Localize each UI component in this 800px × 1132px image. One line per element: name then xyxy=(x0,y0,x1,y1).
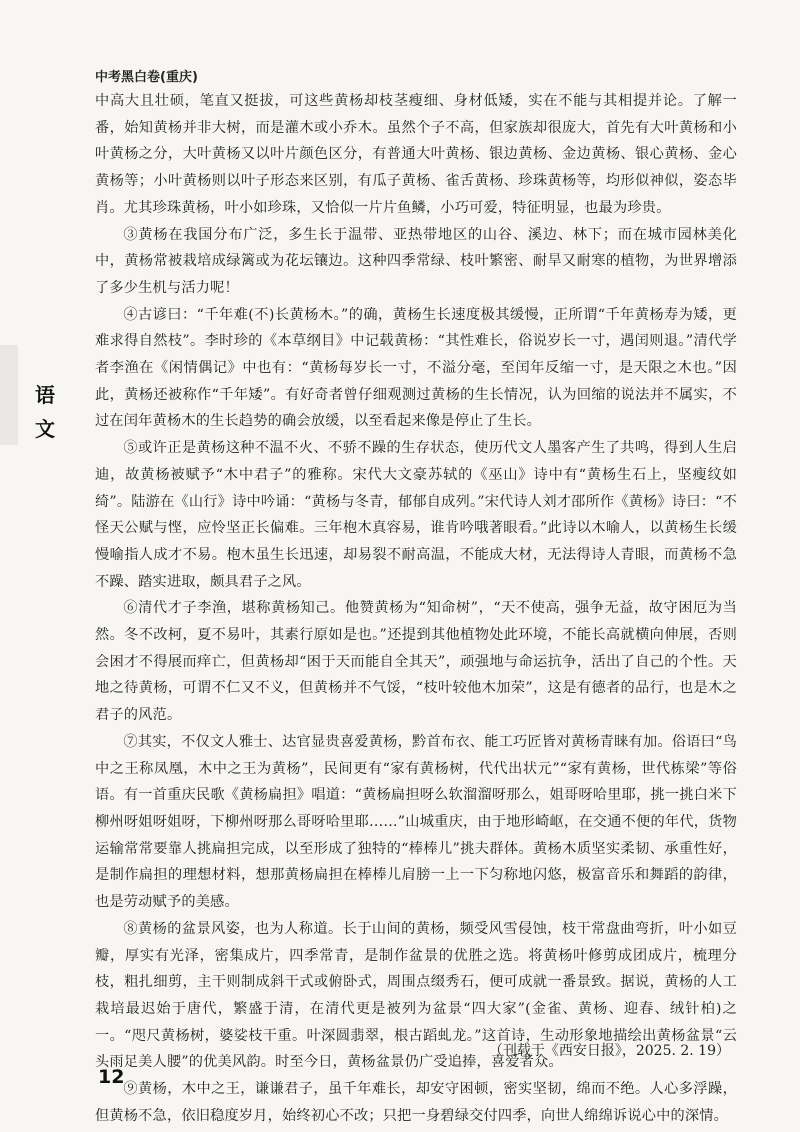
article-source: （刊载于《西安日报》，2025. 2. 19） xyxy=(488,1043,730,1059)
paragraph-4: ④古谚曰：“千年难(不)长黄杨木。”的确，黄杨生长速度极其缓慢，正所谓“千年黄杨寿为矮，更难求得自然枝”。李时珍的《本草纲目》中记载黄杨：“其性难长，俗说岁长一寸，遇闰则退。”清代学者李渔在《闲情偶记》中也有：“黄杨每岁长一寸，不溢分毫，至闰年反缩一寸，是天限之木也。”因此，黄杨还被称作“千年矮”。有好奇者曾仔细观测过黄杨的生长情况，认为回缩的说法并不属实，不过在闰年黄杨木的生长趋势的确会放缓，以至看起来像是停止了生长。 xyxy=(95,306,737,430)
paragraph-9: ⑨黄杨，木中之王，谦谦君子，虽千年难长，却安守困顿，密实坚韧，绵而不绝。人心多浮躁，但黄杨不急，依旧稳度岁月，始终初心不改；只把一身碧绿交付四季，向世人绵绵诉说心中的深情。 xyxy=(95,1081,737,1124)
paragraph-6: ⑥清代才子李渔，堪称黄杨知己。他赞黄杨为“知命树”，“天不使高，强争无益，故守困厄为当然。冬不改柯，夏不易叶，其素行原如是也。”还提到其他植物处此环境，不能长高就横向伸展，否则会困才不得展而痒亡，但黄杨却“困于天而能自全其天”，顽强地与命运抗争，活出了自己的个性。天地之待黄杨，可谓不仁又不义，但黄杨并不气馁，“枝叶较他木加荣”，这是有德者的品行，也是木之君子的风范。 xyxy=(95,600,737,724)
subject-label xyxy=(30,378,60,446)
page-number: 12 xyxy=(98,1066,125,1088)
paragraph-7: ⑦其实，不仅文人雅士、达官显贵喜爱黄杨，黔首布衣、能工巧匠皆对黄杨青睐有加。俗语曰“鸟中之王称凤凰，木中之王为黄杨”，民间更有“家有黄杨树，代代出状元”“家有黄杨，世代栋梁”等俗语。有一首重庆民歌《黄杨扁担》唱道：“黄杨扁担呀么软溜溜呀那么，姐哥呀哈里耶，挑一挑白米下柳州呀姐呀姐呀，下柳州呀那么哥呀哈里耶……”山城重庆，由于地形崎岖，在交通不便的年代，货物运输常常要靠人挑扁担完成，以至形成了独特的“棒棒儿”挑夫群体。黄杨木质坚实柔韧、承重性好，是制作扁担的理想材料，想那黄杨扁担在棒棒儿肩膀一上一下匀称地闪悠，极富音乐和舞蹈的韵律，也是劳动赋予的美感。 xyxy=(95,733,737,911)
paragraph-5: ⑤或许正是黄杨这种不温不火、不骄不躁的生存状态，使历代文人墨客产生了共鸣，得到人生启迪，故黄杨被赋予“木中君子”的雅称。宋代大文豪苏轼的《巫山》诗中有“黄杨生石上，坚瘦纹如绮”。陆游在《山行》诗中吟诵：“黄杨与冬青，郁郁自成列。”宋代诗人刘才邵所作《黄杨》诗曰：“不怪天公赋与悭，应怜坚正长偏难。三年枹木真容易，谁肯吟哦著眼看。”此诗以木喻人，以黄杨生长缓慢喻指人成才不易。枹木虽生长迅速，却易裂不耐高温，不能成大材，无法得诗人青眼，而黄杨不急不躁、踏实进取，颇具君子之风。 xyxy=(95,440,737,590)
paragraph-8: ⑧黄杨的盆景风姿，也为人称道。长于山间的黄杨，频受风雪侵蚀，枝干常盘曲弯折，叶小如豆瓣，厚实有光泽，密集成片，四季常青，是制作盆景的优胜之选。将黄杨叶修剪成团成片，梳理分枝，粗扎细剪，主干则制成斜干式或俯卧式，周围点缀秀石，便可成就一番景致。据说，黄杨的人工栽培最迟始于唐代，繁盛于清，在清代更是被列为盆景“四大家”(金雀、黄杨、迎春、绒针柏)之一。“咫尺黄杨树，婆娑枝干重。叶深圆翡翠，根古蹈虬龙。”这首诗，生动形象地描绘出黄杨盆景“云头雨足美人腰”的优美风韵。时至今日，黄杨盆景仍广受追捧，喜爱者众。 xyxy=(95,920,737,1071)
side-tab xyxy=(0,345,18,445)
paragraph-continued: 中高大且壮硕，笔直又挺拔，可这些黄杨却枝茎瘦细、身材低矮，实在不能与其相提并论。了解一番，始知黄杨并非大树，而是灌木或小乔木。虽然个子不高，但家族却很庞大，首先有大叶黄杨和小叶黄杨之分，大叶黄杨又以叶片颜色区分，有普通大叶黄杨、银边黄杨、金边黄杨、银心黄杨、金心黄杨等；小叶黄杨则以叶子形态来区别，有瓜子黄杨、雀舌黄杨、珍珠黄杨等，均形似神似，姿态毕肖。尤其珍珠黄杨，叶小如珍珠，又恰似一片片鱼鳞，小巧可爱，特征明显，也最为珍贵。 xyxy=(95,93,737,216)
page-header: 中考黑白卷(重庆) xyxy=(95,70,198,85)
article-body xyxy=(95,88,737,1129)
subject-label-char-1: 语 xyxy=(35,383,55,407)
paragraph-3: ③黄杨在我国分布广泛，多生长于温带、亚热带地区的山谷、溪边、林下；而在城市园林美化中，黄杨常被栽培成绿篱或为花坛镶边。这种四季常绿、枝叶繁密、耐旱又耐寒的植物，为世界增添了多少生机与活力呢！ xyxy=(95,226,737,296)
subject-label-char-2: 文 xyxy=(35,417,55,441)
